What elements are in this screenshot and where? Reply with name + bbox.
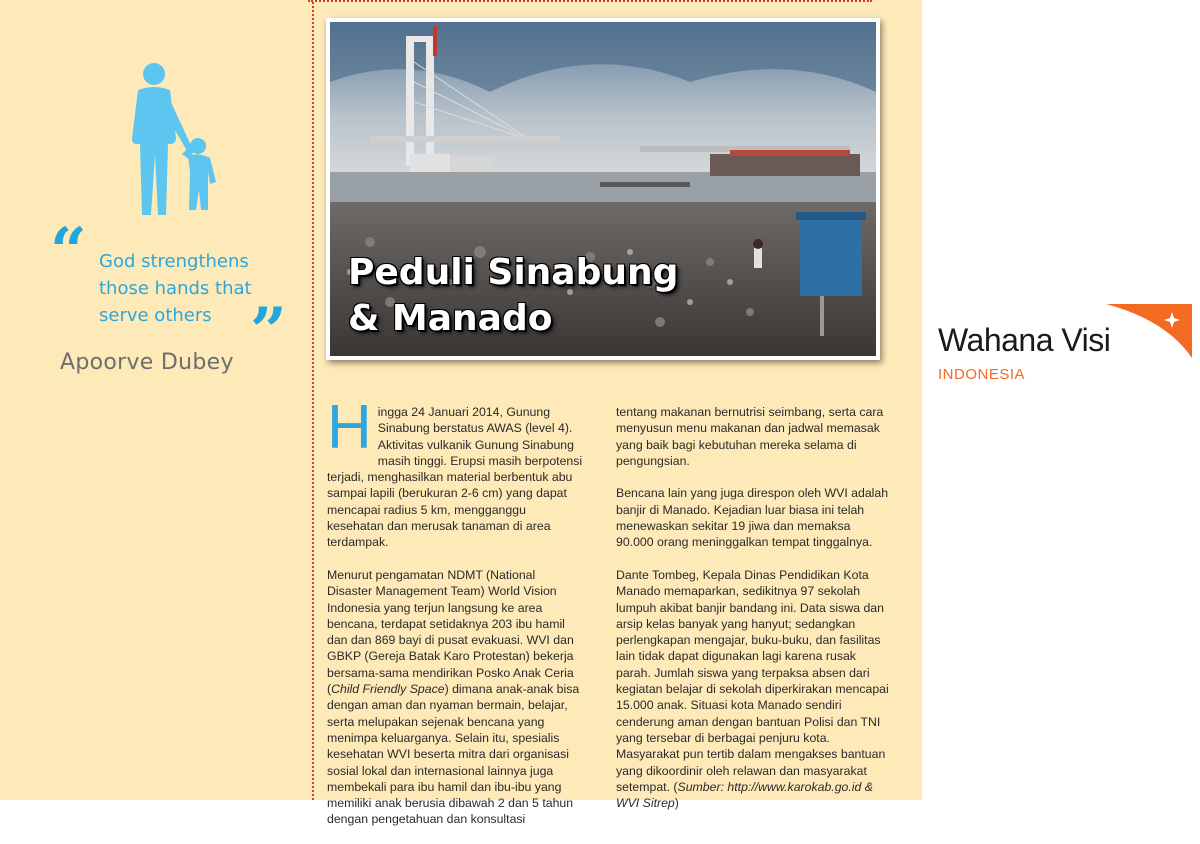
dropcap: H: [327, 393, 372, 462]
logo-star-mark-icon: [1106, 300, 1192, 358]
article-paragraph: Bencana lain yang juga direspon oleh WVI adalah banjir di Manado. Kejadian luar biasa ini telah menewaskan sekitar 19 jiwa dan memaksa 90.000 orang meninggalkan tempat tinggalnya.: [616, 486, 889, 550]
wahana-visi-logo: [938, 300, 1198, 390]
photo-title-line-2: & Manado: [348, 298, 553, 339]
article-text: Dante Tombeg, Kepala Dinas Pendidikan Kota Manado memaparkan, sedikitnya 97 sekolah lumpuh akibat banjir bandang ini. Data siswa dan arsip kelas banyak yang hanyut; sedangkan perlengkapan mengajar, buku-buku, dan fasilitas lain tidak dapat digunakan lagi karena rusak parah. Jumlah siswa yang terpaksa absen dari kegiatan belajar di sekolah diperkirakan mencapai 15.000 anak. Situasi kota Manado sendiri cenderung aman dengan bantuan Polisi dan TNI yang tersebar di berbagai penjuru kota. Masyarakat pun tertib dalam mengakses bantuan yang dikoordinir oleh relawan dan masyarakat setempat. (: [616, 567, 889, 794]
article-paragraph: [327, 393, 583, 551]
dotted-divider-top: [308, 0, 872, 2]
article-source-italic: Sumber: http://www.karokab.go.id & WVI Sitrep: [616, 779, 873, 811]
dotted-divider-left: [312, 2, 314, 800]
feature-photo: [326, 18, 880, 360]
article-text: ) dimana anak-anak bisa dengan aman dan nyaman bermain, belajar, serta melupakan sejenak bencana yang menimpa keluarganya. Selain itu, spesialis kesehatan WVI beserta mitra dari organisasi sosial lokal dan internasional lainnya juga membekali para ibu hamil dan ibu-ibu yang memiliki anak berusia dibawah 2 dan 5 tahun dengan pengetahuan dan konsultasi: [327, 682, 580, 827]
article-paragraph: tentang makanan bernutrisi seimbang, serta cara menyusun menu makanan dan jadwal memasak yang baik bagi kebutuhan mereka selama di pengungsian.: [616, 405, 884, 468]
article-text: Menurut pengamatan NDMT (National Disaster Management Team) World Vision Indonesia yang terjun langsung ke area bencana, terdapat setidaknya 203 ibu hamil dan dan 869 bayi di pusat evakuasi. WVI dan GBKP (Gereja Batak Karo Protestan) bekerja bersama-sama mendirikan Posko Anak Ceria (: [327, 567, 574, 697]
article-column-1: [327, 393, 583, 844]
photo-title: [348, 250, 678, 342]
logo-name: Wahana Visi: [938, 322, 1111, 358]
parent-child-silhouette-icon: [120, 60, 230, 220]
article-text: ): [674, 796, 679, 811]
logo-subtitle: INDONESIA: [938, 366, 1026, 383]
quote-author: Apoorve Dubey: [60, 350, 234, 375]
quote-close-mark: ”: [250, 294, 287, 369]
quote-open-mark: “: [50, 214, 87, 289]
article-paragraph: [616, 567, 890, 811]
article-text: ingga 24 Januari 2014, Gunung Sinabung berstatus AWAS (level 4). Aktivitas vulkanik Gunung Sinabung masih tinggi. Erupsi masih berpotensi terjadi, menghasilkan material berbentuk abu sampai lapili (berukuran 2-6 cm) yang dapat mencapai radius 5 km, mengganggu kesehatan dan merusak tanaman di area terdampak.: [327, 405, 583, 550]
right-panel: [922, 0, 1200, 800]
article-column-2: [616, 404, 890, 828]
quote-text: God strengthens those hands that serve others: [99, 251, 252, 326]
photo-title-line-1: Peduli Sinabung: [348, 252, 679, 293]
article-italic-text: Child Friendly Space: [331, 682, 445, 697]
article-paragraph: [327, 567, 583, 828]
